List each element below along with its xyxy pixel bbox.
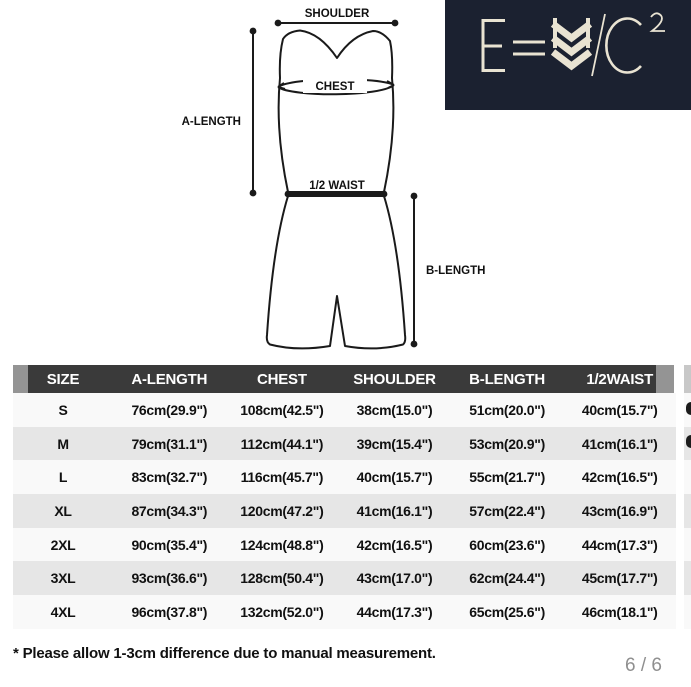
a-length-value: 79cm(31.1") <box>131 435 208 452</box>
size-value: 3XL <box>50 570 76 587</box>
size-value: M <box>57 435 69 452</box>
chest-value: 132cm(52.0") <box>240 603 324 620</box>
chest-label: CHEST <box>315 81 355 93</box>
tank-top-outline <box>278 31 394 193</box>
column-header-shoulder: SHOULDER <box>353 370 436 388</box>
column-header-b-length: B-LENGTH <box>469 370 546 388</box>
size-value: 2XL <box>50 536 76 553</box>
chest-value: 124cm(48.8") <box>240 536 324 553</box>
column-header-half-waist: 1/2WAIST <box>586 370 654 388</box>
size-value: L <box>58 469 68 486</box>
a-length-value: 87cm(34.3") <box>131 502 208 519</box>
b-length-value: 55cm(21.7") <box>469 469 545 486</box>
half-waist-value: 40cm(15.7") <box>581 401 658 418</box>
chest-value: 116cm(45.7") <box>240 469 324 486</box>
chest-value: 112cm(44.1") <box>240 435 324 452</box>
table-row-m <box>13 427 676 461</box>
a-length-value: 90cm(35.4") <box>131 536 208 553</box>
b-length-dimension-line <box>411 193 418 348</box>
shoulder-value: 44cm(17.3") <box>356 603 433 620</box>
a-length-value: 83cm(32.7") <box>131 469 208 486</box>
half-waist-value: 42cm(16.5") <box>581 469 658 486</box>
b-length-label: B-LENGTH <box>426 265 486 277</box>
shoulder-value: 39cm(15.4") <box>356 435 433 452</box>
cropped-glyph-mark <box>686 402 691 415</box>
measurement-footnote: * Please allow 1-3cm difference due to manual measurement. <box>13 645 436 662</box>
table-row-l <box>13 460 676 494</box>
shoulder-value: 42cm(16.5") <box>356 536 433 553</box>
column-header-size: SIZE <box>46 370 80 388</box>
size-value: S <box>58 401 68 418</box>
half-waist-value: 46cm(18.1") <box>581 603 658 620</box>
half-waist-label: 1/2 WAIST <box>309 180 365 192</box>
b-length-value: 51cm(20.0") <box>469 401 545 418</box>
logo-letter-e <box>482 19 506 72</box>
shorts-outline <box>267 196 405 348</box>
size-value: 4XL <box>50 603 76 620</box>
table-row-xl <box>13 494 676 528</box>
b-length-value: 62cm(24.4") <box>469 570 545 587</box>
size-table-body <box>13 393 676 629</box>
b-length-value: 65cm(25.6") <box>469 603 545 620</box>
logo-slash <box>592 14 605 76</box>
shoulder-value: 43cm(17.0") <box>356 570 433 587</box>
a-length-value: 96cm(37.8") <box>131 603 208 620</box>
table-row-4xl <box>13 595 676 629</box>
column-header-a-length: A-LENGTH <box>131 370 208 388</box>
half-waist-value: 43cm(16.9") <box>581 502 658 519</box>
cropped-glyph-mark <box>686 435 691 448</box>
half-waist-value: 41cm(16.1") <box>581 435 658 452</box>
logo-letter-m <box>553 18 590 66</box>
shoulder-value: 40cm(15.7") <box>356 469 433 486</box>
b-length-value: 57cm(22.4") <box>469 502 545 519</box>
a-length-dimension-line <box>250 28 257 197</box>
size-table <box>13 365 676 629</box>
chest-value: 120cm(47.2") <box>240 502 324 519</box>
logo-letter-c <box>606 19 641 73</box>
b-length-value: 60cm(23.6") <box>469 536 545 553</box>
table-row-3xl <box>13 561 676 595</box>
a-length-value: 76cm(29.9") <box>131 401 208 418</box>
shoulder-value: 41cm(16.1") <box>356 502 433 519</box>
table-row-2xl <box>13 528 676 562</box>
a-length-label: A-LENGTH <box>181 116 241 128</box>
cropped-table-sliver <box>684 365 691 629</box>
size-table-header <box>13 365 676 393</box>
half-waist-value: 45cm(17.7") <box>581 570 658 587</box>
a-length-value: 93cm(36.6") <box>131 570 208 587</box>
shoulder-value: 38cm(15.0") <box>356 401 433 418</box>
chest-value: 108cm(42.5") <box>240 401 324 418</box>
half-waist-value: 44cm(17.3") <box>581 536 658 553</box>
brand-logo <box>445 0 691 110</box>
chest-value: 128cm(50.4") <box>240 570 324 587</box>
page-indicator: 6 / 6 <box>625 655 662 676</box>
column-header-chest: CHEST <box>256 370 307 388</box>
logo-equals <box>513 42 545 54</box>
logo-superscript-2 <box>651 13 665 31</box>
b-length-value: 53cm(20.9") <box>469 435 545 452</box>
table-row-s <box>13 393 676 427</box>
size-value: XL <box>54 502 72 519</box>
brand-logo-mark <box>445 0 691 110</box>
shoulder-label: SHOULDER <box>304 8 370 20</box>
shoulder-dimension-line <box>275 20 399 27</box>
